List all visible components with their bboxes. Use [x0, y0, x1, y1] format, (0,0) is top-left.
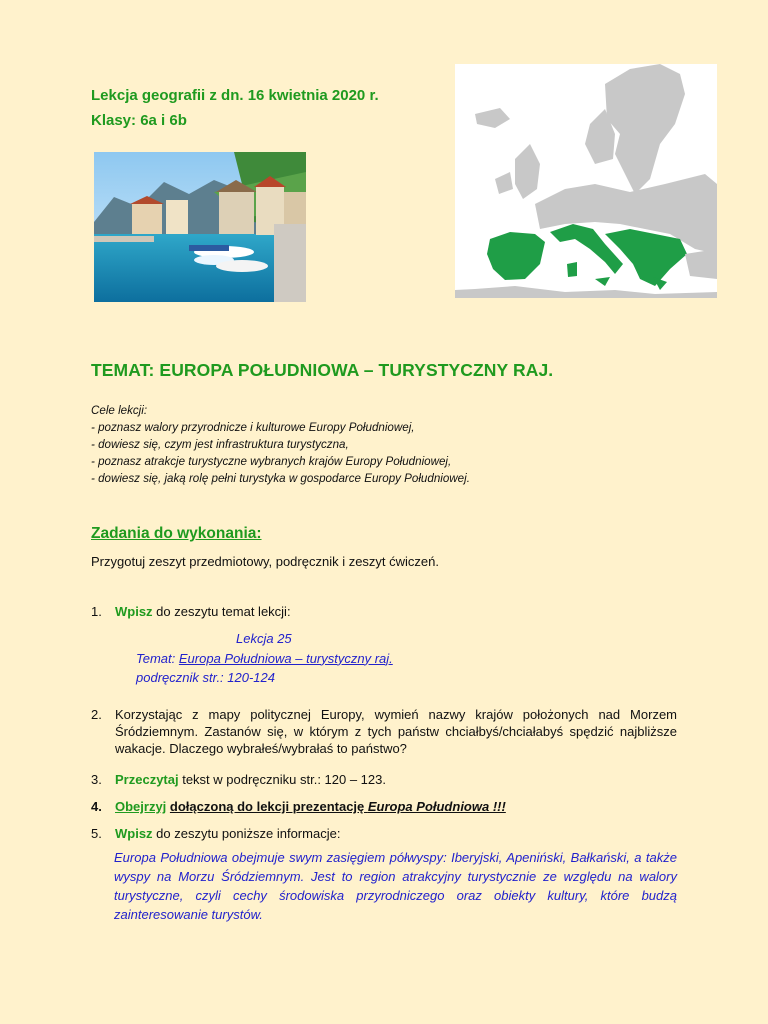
task-number: 1.: [91, 604, 102, 619]
task-verb: Wpisz: [115, 604, 153, 619]
lesson-number: Lekcja 25: [236, 631, 292, 646]
task-verb: Przeczytaj: [115, 772, 179, 787]
task-verb: Wpisz: [115, 826, 153, 841]
lesson-goals: [91, 402, 591, 487]
task-text: tekst w podręczniku str.: 120 – 123.: [178, 772, 386, 787]
goal-item: - dowiesz się, czym jest infrastruktura turystyczna,: [91, 438, 349, 451]
task-number: 5.: [91, 826, 102, 841]
lesson-date-heading: Lekcja geografii z dn. 16 kwietnia 2020 r.: [91, 87, 379, 104]
topic-link[interactable]: Europa Południowa – turystyczny raj.: [178, 650, 393, 666]
presentation-title[interactable]: Europa Południowa !!!: [367, 799, 506, 814]
lesson-topic-title: TEMAT: EUROPA POŁUDNIOWA – TURYSTYCZNY RAJ.: [91, 360, 554, 380]
southern-europe-map: [455, 64, 717, 298]
classes-heading: Klasy: 6a i 6b: [91, 112, 187, 129]
task-item-1: [91, 603, 651, 620]
goal-item: - poznasz walory przyrodnicze i kulturowe Europy Południowej,: [91, 421, 415, 434]
lesson-note-block: [136, 629, 393, 688]
task-text: Korzystając z mapy politycznej Europy, wymień nazwy krajów położonych nad Morzem Śródziemnym. Zastanów się, w którym z tych państw chciałbyś/chciałabyś spędzić najbliższe wakacje. Dlaczego wybrałeś/wybrałaś to państwo?: [115, 707, 677, 756]
textbook-pages: podręcznik str.: 120-124: [136, 670, 275, 685]
topic-prefix: Temat:: [136, 650, 179, 666]
task-number: 2.: [91, 707, 102, 722]
task-text: do zeszytu temat lekcji:: [152, 604, 291, 619]
task-verb[interactable]: Obejrzyj: [115, 799, 167, 814]
coastal-town-photo: [94, 152, 306, 302]
task-number: 4.: [91, 799, 102, 814]
task-text: do zeszytu poniższe informacje:: [152, 826, 341, 841]
tasks-heading: Zadania do wykonania:: [91, 525, 262, 542]
task-item-5: [91, 825, 651, 842]
task-number: 3.: [91, 772, 102, 787]
task-item-2: [91, 706, 677, 758]
notebook-note: Europa Południowa obejmuje swym zasięgiem półwyspy: Iberyjski, Apeniński, Bałkański, a także wyspy na Morzu Śródziemnym. Jest to region atrakcyjny turystycznie ze względu na walory turystyczne, czyli cechy środowiska przyrodniczego oraz obiekty kultury, które budzą zainteresowanie turystów.: [114, 850, 677, 922]
goal-item: - dowiesz się, jaką rolę pełni turystyka w gospodarce Europy Południowej.: [91, 472, 470, 485]
presentation-text[interactable]: dołączoną do lekcji prezentację: [169, 799, 368, 814]
goals-title: Cele lekcji:: [91, 404, 148, 417]
goal-item: - poznasz atrakcje turystyczne wybranych krajów Europy Południowej,: [91, 455, 452, 468]
task-item-3: [91, 771, 651, 788]
preparation-text: Przygotuj zeszyt przedmiotowy, podręcznik i zeszyt ćwiczeń.: [91, 554, 439, 569]
task-item-4: [91, 798, 651, 815]
